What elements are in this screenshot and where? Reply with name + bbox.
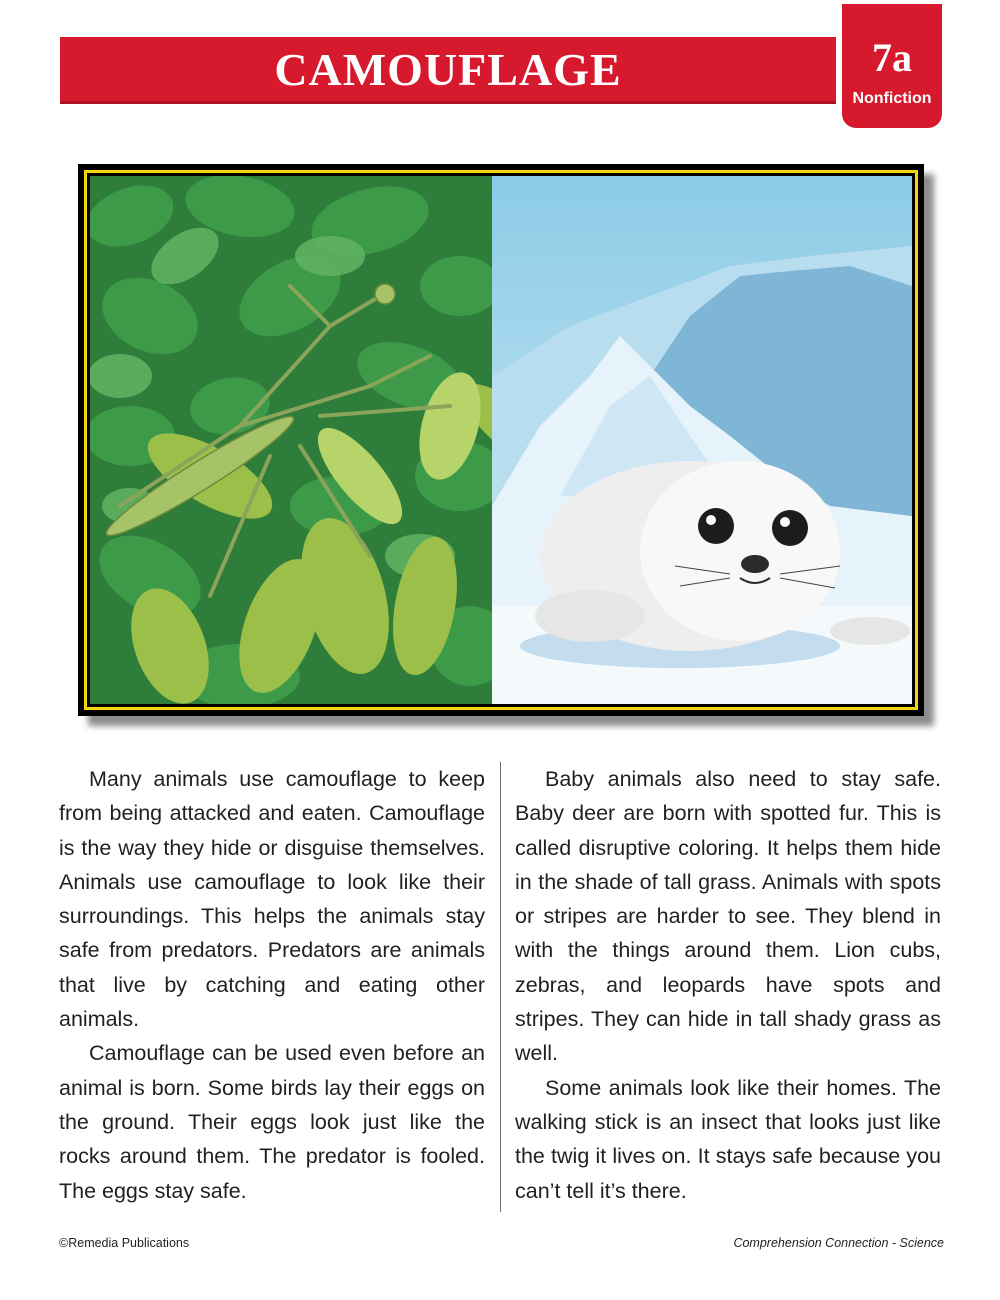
illustration-frame xyxy=(78,164,924,716)
genre-label: Nonfiction xyxy=(852,90,932,107)
lesson-number: 7a xyxy=(872,35,912,80)
series-footer: Comprehension Connection - Science xyxy=(733,1236,944,1250)
column-divider xyxy=(500,762,501,1212)
title-banner xyxy=(60,37,836,104)
illustration xyxy=(84,170,918,710)
left-column xyxy=(59,762,485,1208)
lesson-tab xyxy=(842,4,942,128)
seal-scene-icon xyxy=(492,176,912,704)
paragraph: Many animals use camouflage to keep from being attacked and eaten. Camouflage is the way they hide or disguise themselves. Animals use camouflage to look like their surroundings. This helps the animals stay safe from predators. Predators are animals that live by catching and eating other animals. xyxy=(59,767,485,1032)
paragraph: Some animals look like their homes. The walking stick is an insect that looks just like the twig it lives on. It stays safe because you can’t tell it’s there. xyxy=(515,1075,941,1203)
right-column xyxy=(515,762,941,1208)
copyright-footer: ©Remedia Publications xyxy=(59,1236,190,1250)
paragraph: Baby animals also need to stay safe. Baby deer are born with spotted fur. This is called disruptive coloring. It helps them hide in the shade of tall grass. Animals with spots or stripes are harder to see. They blend in with the things around them. Lion cubs, zebras, and leopards have spots and stripes. They can hide in tall shady grass as well. xyxy=(515,767,941,1066)
paragraph: Camouflage can be used even before an animal is born. Some birds lay their eggs on the ground. Their eggs look just like the rocks around them. The predator is fooled. The eggs stay safe. xyxy=(59,1041,485,1203)
page-title: CAMOUFLAGE xyxy=(274,43,622,95)
illustration-art xyxy=(90,176,912,704)
